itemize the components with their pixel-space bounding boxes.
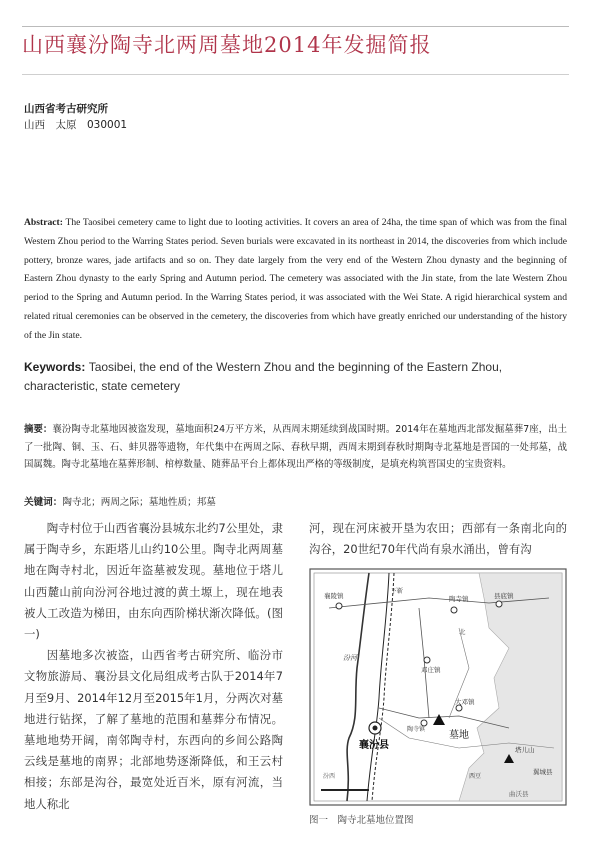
cn-abstract-text: 襄汾陶寺北墓地因被盗发现，墓地面积24万平方米，从西周末期延续到战国时期。2014年在墓地西北部发掘墓葬7座，出土了一批陶、铜、玉、石、蚌贝器等遗物，年代集中在两周之际、春秋早期，西周末期到春秋时期陶寺北墓地是晋国的一处邦墓，战国属魏。陶寺北墓地在墓葬形制、棺椁数量、随葬品平台上都体现出严格的等级制度，是填充构筑晋国史的宝贵资料。 — [24, 424, 567, 471]
chinese-abstract: 摘要：襄汾陶寺北墓地因被盗发现，墓地面积24万平方米，从西周末期延续到战国时期。2014年在墓地西北部发掘墓葬7座，出土了一批陶、铜、玉、石、蚌贝器等遗物，年代集中在两周之际、春秋早期，西周末期到春秋时期陶寺北墓地是晋国的一处邦墓，战国属魏。陶寺北墓地在墓葬形制、棺椁数量、随葬品平台上都体现出严格的等级制度，是填充构筑晋国史的宝贵资料。 — [24, 424, 567, 471]
label-xiangfen: 襄汾县 — [359, 740, 389, 751]
label-yicheng: 翼城县 — [533, 768, 553, 776]
location-map — [309, 568, 567, 806]
town-marker — [336, 603, 342, 609]
label-cemetery: 墓地 — [449, 730, 469, 741]
body-right-column: 河，现在河床被开垦为农田；西部有一条南北向的沟谷，20世纪70年代尚有泉水涌出，曾有沟 — [309, 521, 567, 557]
label-dadeng: 大邓镇 — [455, 698, 475, 706]
chinese-keywords: 关键词：陶寺北；两周之际；墓地性质；邦墓 — [24, 497, 216, 508]
keywords-label: Keywords — [24, 360, 82, 374]
top-rule — [22, 26, 569, 27]
label-xiangling: 襄陵镇 — [324, 592, 344, 600]
label-beifu: 北 — [459, 628, 466, 636]
map-svg — [309, 568, 567, 806]
body-left-column — [24, 518, 283, 815]
label-xidou: 西豆 — [469, 773, 482, 780]
affiliation-org: 山西省考古研究所 — [24, 103, 108, 115]
label-xianliang: 县底镇 — [494, 592, 514, 600]
keywords-text: Taosibei, the end of the Western Zhou and the beginning of the Eastern Zhou, characteristic, state cemetery — [24, 360, 503, 393]
paper-title: 山西襄汾陶寺北两周墓地2014年发掘简报 — [22, 33, 432, 57]
label-taosi: 陶寺镇 — [407, 726, 426, 733]
body-paragraph: 陶寺村位于山西省襄汾县城东北约7公里处，隶属于陶寺乡，东距塔儿山约10公里。陶寺北两周墓地在陶寺村北，因近年盗墓被发现。墓地位于塔儿山西麓山前向汾河谷地过渡的黄土塬上，现在地表被人工改造为梯田，由东向西阶梯状渐次降低。(图一) — [24, 521, 283, 642]
body-paragraph: 因墓地多次被盗，山西省考古研究所、临汾市文物旅游局、襄汾县文化局组成考古队于2014年7月至9月、2014年12月至2015年1月，分两次对墓地进行钻探，了解了墓地的范围和墓葬分布情况。墓地地势开阔，南邻陶寺村，东西向的乡间公路陶云线是墓地的南界；北部地势逐渐降低，和王云村相接；东部是沟谷，最宽处近百米，原有河流，当地人称北 — [24, 648, 283, 811]
cn-abstract-label: 摘要 — [24, 424, 43, 435]
label-dengzhuang: 邓庄镇 — [421, 666, 441, 674]
cn-keywords-text: 陶寺北；两周之际；墓地性质；邦墓 — [62, 497, 216, 508]
title-divider — [22, 74, 569, 75]
label-fenhe: 汾河 — [343, 654, 357, 662]
affiliation-address: 山西 太原 030001 — [24, 119, 128, 131]
affiliation — [24, 101, 127, 133]
label-town: 陶寺镇 — [449, 595, 469, 603]
english-keywords: Keywords: Taosibei, the end of the Western Zhou and the beginning of the Eastern Zhou, characteristic, state cemetery — [24, 360, 503, 393]
english-abstract: Abstract: The Taosibei cemetery came to light due to looting activities. It covers an area of 24ha, the time span of which was from the final Western Zhou period to the Warring States period. Seven burials were excavated in its northeast in 2014, the discoveries from which include pottery, bronze wares, jade artifacts and so on. They date largely from the very end of the Western Zhou dynasty and the beginning of Eastern Zhou dynasty to the early Spring and Autumn period. The cemetery was associated with the Jin state, from the late Western Zhou period to the Spring and Autumn period. In the Warring States period, it was associated with the Wei State. A rigid hierarchical system and related ritual ceremonies can be observed in the cemetery, the discoveries from which have greatly enriched our understanding of the history of the Jin state. — [24, 217, 568, 341]
label-taershan: 塔儿山 — [515, 746, 535, 754]
label-xiaxin: 下靳 — [391, 588, 404, 595]
cn-keywords-label: 关键词 — [24, 497, 53, 508]
abstract-text: The Taosibei cemetery came to light due to looting activities. It covers an area of 24ha, the time span of which was from the final Western Zhou period to the Warring States period. Seven burials were excavated in its northeast in 2014, the discoveries from which include pottery, bronze wares, jade artifacts and so on. They date largely from the very end of the Western Zhou dynasty and the beginning of Eastern Zhou dynasty to the early Spring and Autumn period. The cemetery was associated with the Jin state, from the late Western Zhou period to the Spring and Autumn period. In the Warring States period, it was associated with the Wei State. A rigid hierarchical system and related ritual ceremonies can be observed in the cemetery, the discoveries from which have greatly enriched our understanding of the history of the Jin state. — [24, 217, 568, 341]
abstract-label: Abstract — [24, 217, 60, 228]
label-quwo: 曲沃县 — [509, 790, 529, 798]
figure-caption: 图一 陶寺北墓地位置图 — [309, 815, 414, 826]
label-fenxi: 汾西 — [323, 773, 336, 780]
